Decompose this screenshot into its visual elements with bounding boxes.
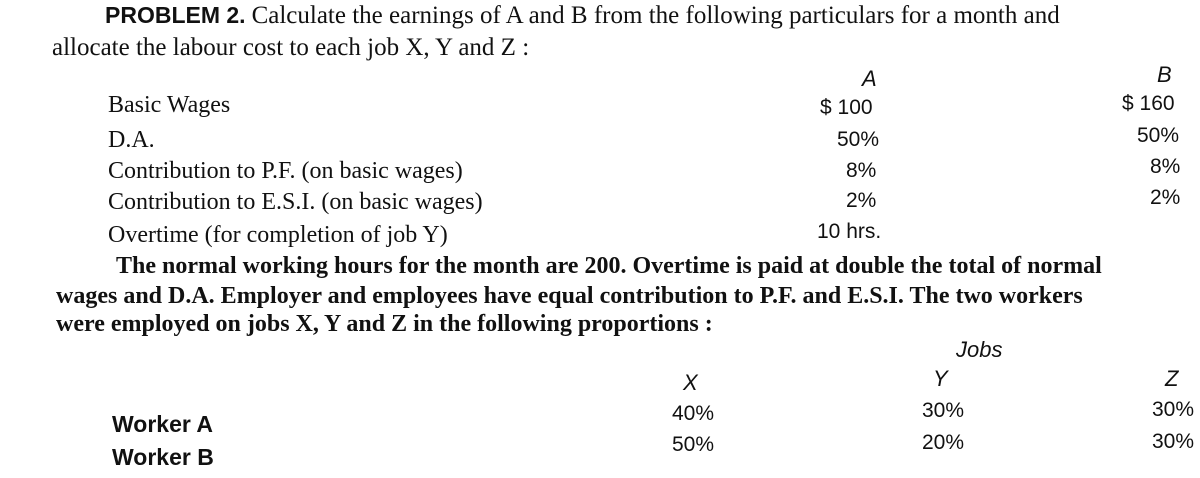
value-b-esi: 2% [1150,186,1181,209]
row-label-basic-wages: Basic Wages [108,92,231,118]
worker-b-x: 50% [672,433,715,456]
paragraph-line-1: The normal working hours for the month are 200. Overtime is paid at double the total of normal [116,253,1102,279]
worker-b-z: 30% [1152,430,1195,453]
paragraph-line-2: wages and D.A. Employer and employees have equal contribution to P.F. and E.S.I. The two workers [56,283,1083,309]
worker-b-y: 20% [922,431,965,454]
problem-heading [105,2,1060,30]
paragraph-line-3: were employed on jobs X, Y and Z in the following proportions : [56,311,713,337]
row-label-overtime: Overtime (for completion of job Y) [108,222,448,248]
value-a-pf: 8% [846,159,877,182]
job-column-x: X [683,370,698,395]
worker-b-name: Worker B [112,444,214,470]
row-label-esi: Contribution to E.S.I. (on basic wages) [108,189,483,215]
value-b-da: 50% [1137,124,1180,147]
value-a-overtime: 10 hrs. [817,220,882,243]
value-a-basic-wages: $ 100 [820,96,873,119]
value-a-esi: 2% [846,189,877,212]
worker-a-y: 30% [922,399,965,422]
value-b-pf: 8% [1150,155,1181,178]
value-b-basic-wages: $ 160 [1122,92,1175,115]
value-a-da: 50% [837,128,880,151]
worker-a-z: 30% [1152,398,1195,421]
problem-line-2: allocate the labour cost to each job X, Y and Z : [52,34,530,61]
row-label-da: D.A. [108,127,155,153]
job-column-y: Y [933,366,948,391]
problem-line-1: Calculate the earnings of A and B from the following particulars for a month and [251,2,1060,29]
worker-a-x: 40% [672,402,715,425]
problem-label: PROBLEM 2. [105,2,246,28]
row-label-pf: Contribution to P.F. (on basic wages) [108,158,463,184]
job-column-z: Z [1165,366,1179,391]
worker-a-name: Worker A [112,411,213,437]
jobs-title: Jobs [956,337,1003,362]
column-header-b: B [1157,62,1172,87]
column-header-a: A [862,66,877,91]
